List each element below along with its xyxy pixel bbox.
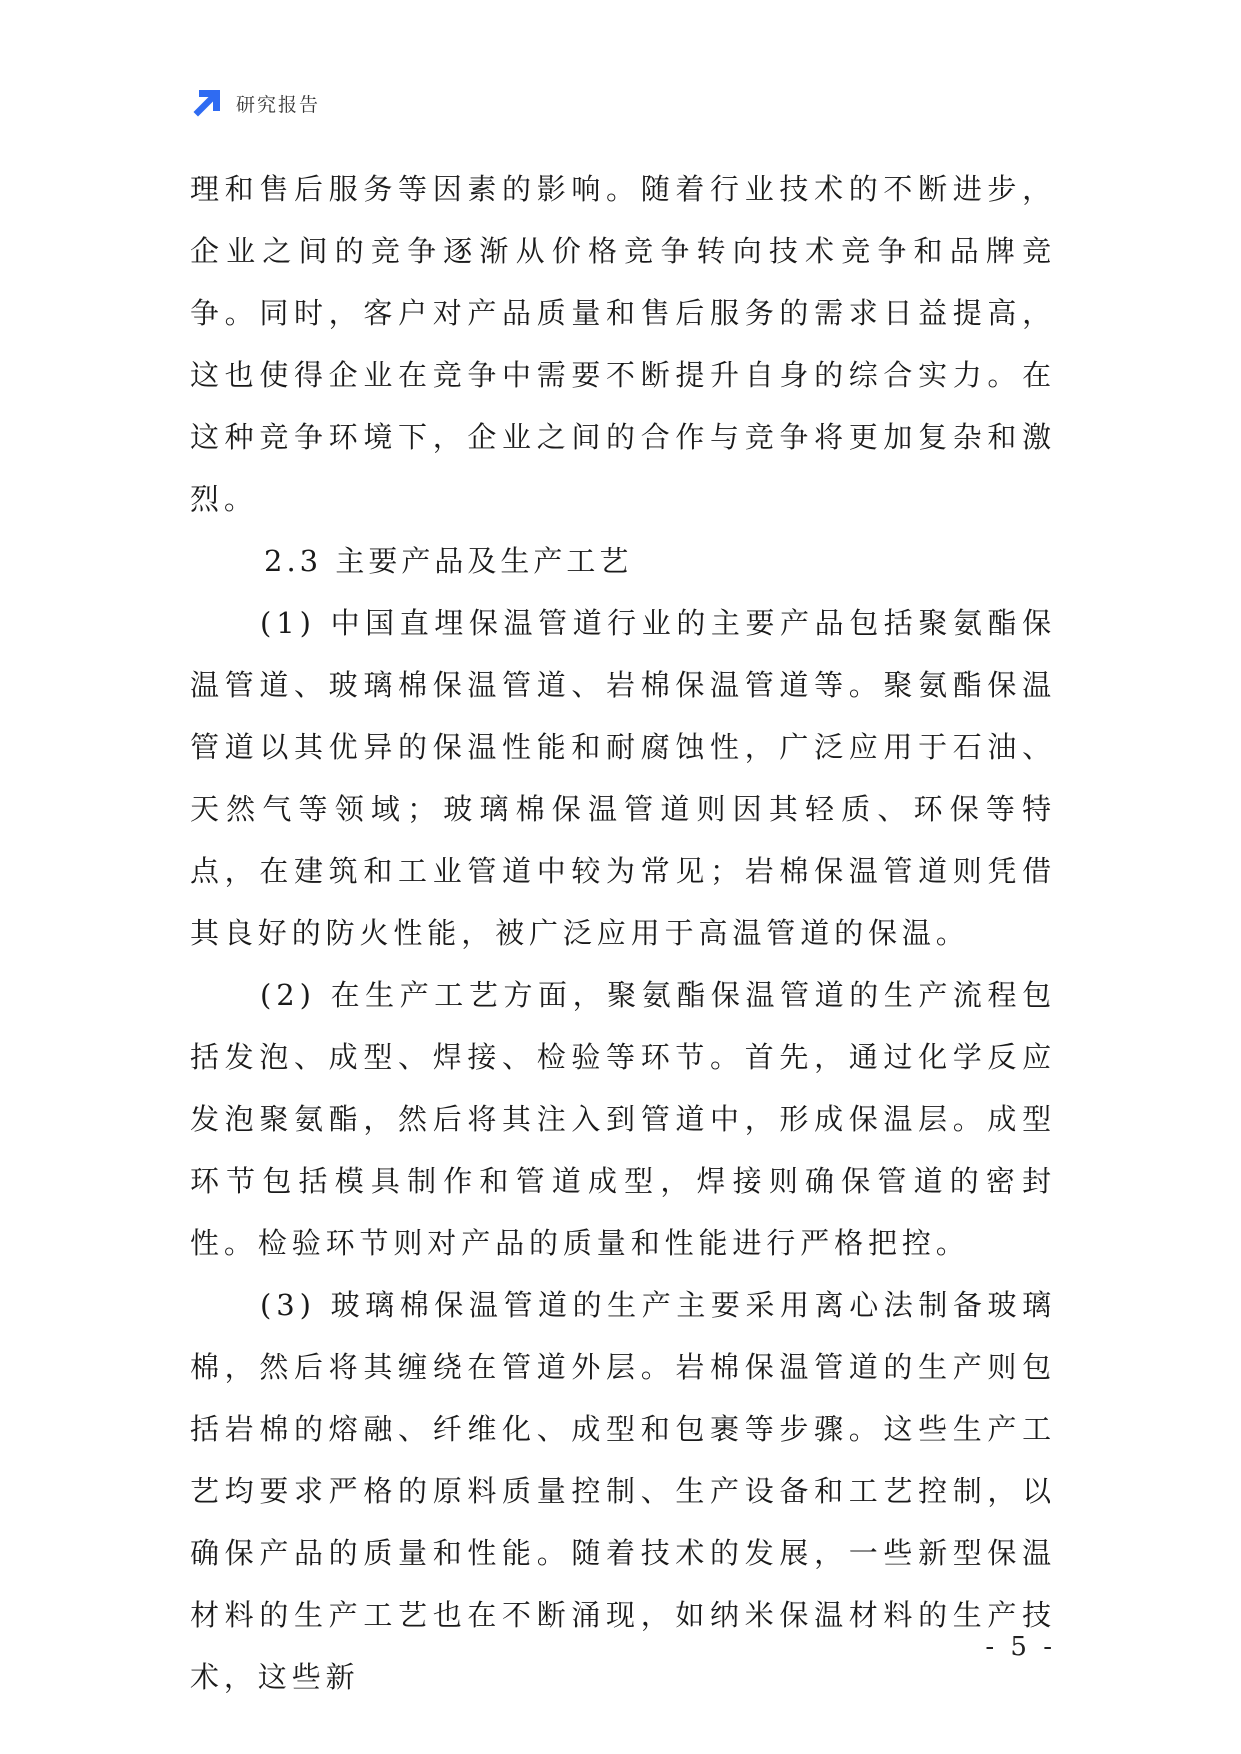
report-header bbox=[190, 86, 320, 120]
arrow-up-right-icon bbox=[190, 86, 224, 120]
paragraph-production-process: (2) 在生产工艺方面，聚氨酯保温管道的生产流程包括发泡、成型、焊接、检验等环节。首先，通过化学反应发泡聚氨酯，然后将其注入到管道中，形成保温层。成型环节包括模具制作和管道成型，焊接则确保管道的密封性。检验环节则对产品的质量和性能进行严格把控。 bbox=[190, 978, 1056, 1260]
paragraph-continuation: 理和售后服务等因素的影响。随着行业技术的不断进步，企业之间的竞争逐渐从价格竞争转向技术竞争和品牌竞争。同时，客户对产品质量和售后服务的需求日益提高，这也使得企业在竞争中需要不断提升自身的综合实力。在这种竞争环境下，企业之间的合作与竞争将更加复杂和激烈。 bbox=[190, 172, 1056, 516]
document-body bbox=[190, 158, 1056, 1708]
page-number: - 5 - bbox=[985, 1632, 1056, 1662]
paragraph-glass-wool-process: (3) 玻璃棉保温管道的生产主要采用离心法制备玻璃棉，然后将其缠绕在管道外层。岩棉保温管道的生产则包括岩棉的熔融、纤维化、成型和包裹等步骤。这些生产工艺均要求严格的原料质量控制、生产设备和工艺控制，以确保产品的质量和性能。随着技术的发展，一些新型保温材料的生产工艺也在不断涌现，如纳米保温材料的生产技术，这些新 bbox=[190, 1288, 1056, 1694]
paragraph-main-products: (1) 中国直埋保温管道行业的主要产品包括聚氨酯保温管道、玻璃棉保温管道、岩棉保温管道等。聚氨酯保温管道以其优异的保温性能和耐腐蚀性，广泛应用于石油、天然气等领域；玻璃棉保温管道则因其轻质、环保等特点，在建筑和工业管道中较为常见；岩棉保温管道则凭借其良好的防火性能，被广泛应用于高温管道的保温。 bbox=[190, 606, 1056, 950]
section-heading: 2.3 主要产品及生产工艺 bbox=[264, 544, 633, 578]
header-title: 研究报告 bbox=[236, 93, 321, 116]
